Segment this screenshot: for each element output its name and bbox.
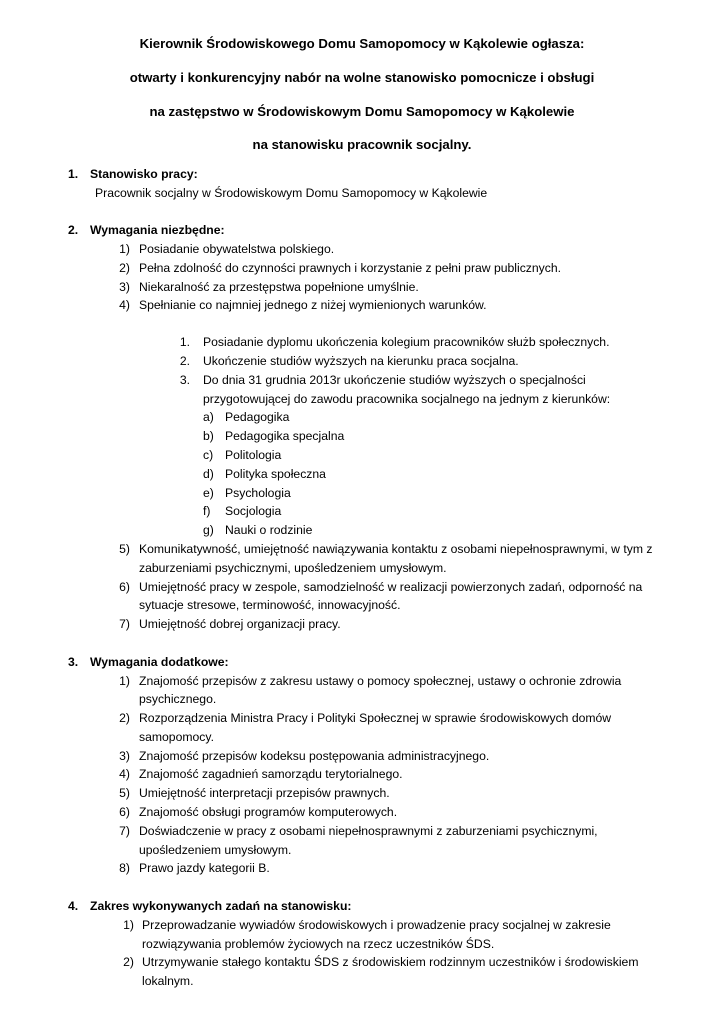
s3-item-7-text-line-2: upośledzeniem umysłowym. (139, 843, 292, 857)
s2-item-3-text: Niekaralność za przestępstwa popełnione umyślnie. (139, 280, 419, 294)
s3-item-1-text-line-2: psychicznego. (139, 692, 217, 706)
s3-item-2-number: 2) (119, 711, 130, 725)
s3-item-2-text-line-2: samopomocy. (139, 730, 214, 744)
section-2-title: Wymagania niezbędne: (90, 223, 225, 237)
s2-item-5-text-line-2: zaburzeniami psychicznymi, upośledzeniem umysłowym. (139, 561, 447, 575)
field-e-text: Psychologia (225, 486, 291, 500)
s2-item-4-number: 4) (119, 298, 130, 312)
field-f-text: Socjologia (225, 504, 282, 518)
header-line-2: otwarty i konkurencyjny nabór na wolne stanowisko pomocnicze i obsługi (129, 70, 595, 85)
s3-item-3-number: 3) (119, 749, 130, 763)
s4-item-2-text-line-1: Utrzymywanie stałego kontaktu ŚDS z środowiskiem rodzinnym uczestników i środowiskiem (142, 955, 639, 969)
section-1-text: Pracownik socjalny w Środowiskowym Domu Samopomocy w Kąkolewie (95, 186, 488, 200)
s2-sub-3-number: 3. (179, 373, 190, 387)
field-g-letter: g) (203, 523, 214, 537)
s2-item-5-number: 5) (119, 542, 130, 556)
s2-sub-3-text-line-1: Do dnia 31 grudnia 2013r ukończenie studiów wyższych o specjalności (203, 373, 586, 387)
s2-item-7-number: 7) (119, 617, 130, 631)
field-d-text: Polityka społeczna (225, 467, 326, 481)
s3-item-5-number: 5) (119, 786, 130, 800)
s2-sub-3-text-line-2: przygotowującej do zawodu pracownika socjalnego na jednym z kierunków: (203, 392, 611, 406)
section-2-number: 2. (68, 223, 79, 237)
field-e-letter: e) (203, 486, 214, 500)
section-4-number: 4. (68, 899, 79, 913)
s2-item-6-text-line-1: Umiejętność pracy w zespole, samodzielność w realizacji powierzonych zadań, odporność na (139, 580, 643, 594)
section-1-title: Stanowisko pracy: (90, 167, 198, 181)
field-d-letter: d) (203, 467, 214, 481)
s2-sub-2-text: Ukończenie studiów wyższych na kierunku praca socjalna. (203, 354, 519, 368)
s2-item-1-text: Posiadanie obywatelstwa polskiego. (139, 242, 335, 256)
s2-item-2-text: Pełna zdolność do czynności prawnych i korzystanie z pełni praw publicznych. (139, 261, 562, 275)
field-b-text: Pedagogika specjalna (225, 429, 345, 443)
s3-item-7-text-line-1: Doświadczenie w pracy z osobami niepełnosprawnymi z zaburzeniami psychicznymi, (139, 824, 598, 838)
field-a-letter: a) (203, 410, 214, 424)
section-3-title: Wymagania dodatkowe: (90, 655, 229, 669)
s2-item-3-number: 3) (119, 280, 130, 294)
section-4-title: Zakres wykonywanych zadań na stanowisku: (90, 899, 352, 913)
field-b-letter: b) (203, 429, 214, 443)
header-line-4: na stanowisku pracownik socjalny. (252, 137, 472, 152)
s3-item-4-text: Znajomość zagadnień samorządu terytorialnego. (139, 767, 403, 781)
field-g-text: Nauki o rodzinie (225, 523, 313, 537)
s4-item-2-text-line-2: lokalnym. (142, 974, 194, 988)
s3-item-5-text: Umiejętność interpretacji przepisów prawnych. (139, 786, 390, 800)
header-line-3: na zastępstwo w Środowiskowym Domu Samopomocy w Kąkolewie (149, 104, 575, 119)
s2-item-7-text: Umiejętność dobrej organizacji pracy. (139, 617, 341, 631)
field-f-letter: f) (203, 504, 211, 518)
section-1-number: 1. (68, 167, 79, 181)
field-c-letter: c) (203, 448, 214, 462)
s3-item-4-number: 4) (119, 767, 130, 781)
s4-item-1-text-line-1: Przeprowadzanie wywiadów środowiskowych i prowadzenie pracy socjalnej w zakresie (142, 918, 611, 932)
s2-sub-2-number: 2. (179, 354, 190, 368)
s3-item-8-text: Prawo jazdy kategorii B. (139, 861, 270, 875)
s2-item-5-text-line-1: Komunikatywność, umiejętność nawiązywania kontaktu z osobami niepełnosprawnymi, w tym z (139, 542, 653, 556)
s2-item-2-number: 2) (119, 261, 130, 275)
s4-item-1-text-line-2: rozwiązywania problemów życiowych na rzecz uczestników ŚDS. (142, 937, 495, 951)
s3-item-1-number: 1) (119, 674, 130, 688)
s2-item-6-text-line-2: sytuacje stresowe, terminowość, innowacyjność. (139, 598, 401, 612)
s3-item-7-number: 7) (119, 824, 130, 838)
s3-item-1-text-line-1: Znajomość przepisów z zakresu ustawy o pomocy społecznej, ustawy o ochronie zdrowia (139, 674, 622, 688)
s2-item-6-number: 6) (119, 580, 130, 594)
s3-item-6-text: Znajomość obsługi programów komputerowych. (139, 805, 398, 819)
s4-item-1-number: 1) (123, 918, 134, 932)
s3-item-8-number: 8) (119, 861, 130, 875)
s4-item-2-number: 2) (123, 955, 134, 969)
s3-item-3-text: Znajomość przepisów kodeksu postępowania administracyjnego. (139, 749, 490, 763)
section-3-number: 3. (68, 655, 79, 669)
field-a-text: Pedagogika (225, 410, 290, 424)
field-c-text: Politologia (225, 448, 282, 462)
s2-item-4-text: Spełnianie co najmniej jednego z niżej wymienionych warunków. (139, 298, 487, 312)
s3-item-6-number: 6) (119, 805, 130, 819)
header-line-1: Kierownik Środowiskowego Domu Samopomocy w Kąkolewie ogłasza: (139, 36, 585, 51)
s2-sub-1-number: 1. (179, 335, 190, 349)
s3-item-2-text-line-1: Rozporządzenia Ministra Pracy i Polityki Społecznej w sprawie środowiskowych domów (139, 711, 612, 725)
s2-sub-1-text: Posiadanie dyplomu ukończenia kolegium pracowników służb społecznych. (203, 335, 610, 349)
s2-item-1-number: 1) (119, 242, 130, 256)
